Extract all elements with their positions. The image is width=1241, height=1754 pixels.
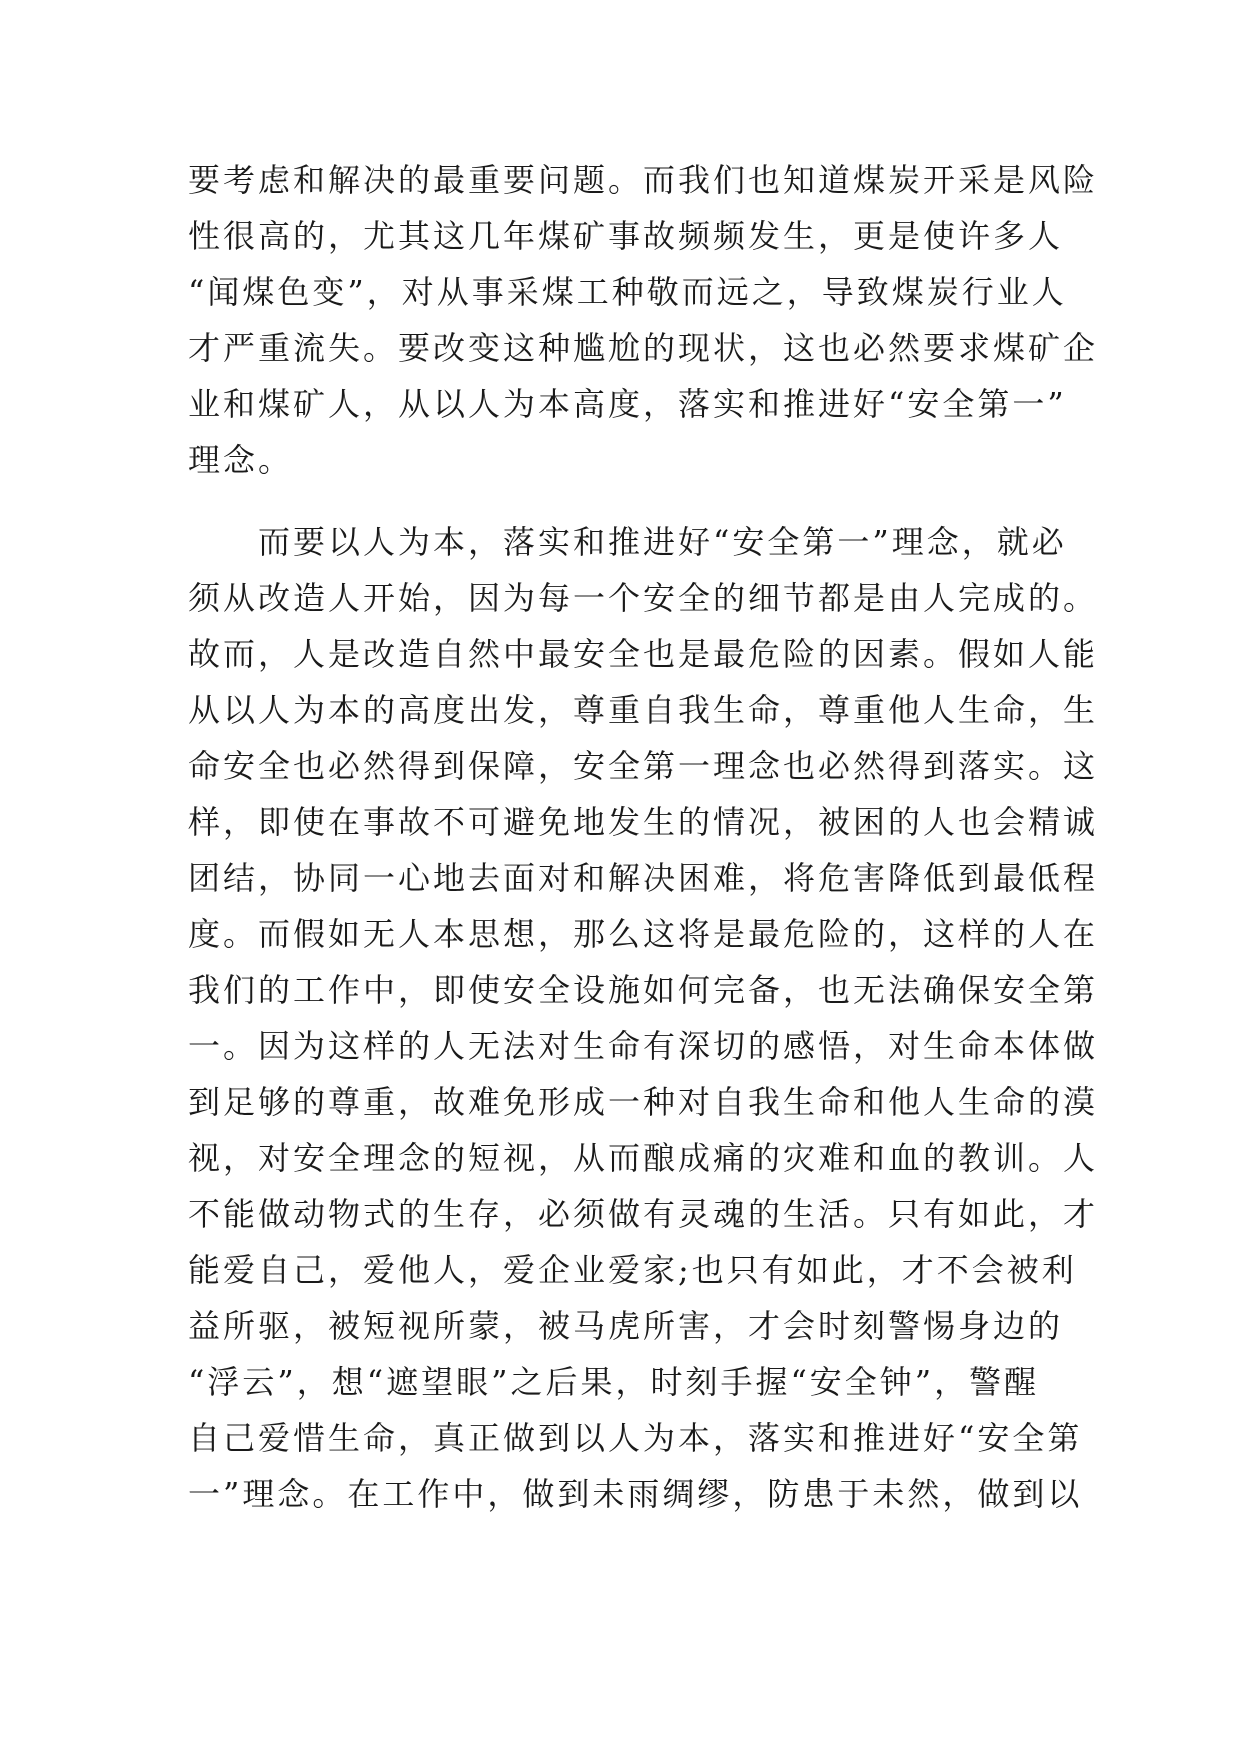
text-line-4: 才严重流失。要改变这种尴尬的现状，这也必然要求煤矿企 xyxy=(188,329,1099,367)
text-line-8: 须从改造人开始，因为每一个安全的细节都是由人完成的。 xyxy=(188,579,1099,617)
text-line-21: 益所驱，被短视所蒙，被马虎所害，才会时刻警惕身边的 xyxy=(188,1307,1064,1345)
text-line-23: 自己爱惜生命，真正做到以人为本，落实和推进好“安全第 xyxy=(188,1419,1083,1457)
text-line-5: 业和煤矿人，从以人为本高度，落实和推进好“安全第一” xyxy=(188,385,1067,423)
text-line-17: 到足够的尊重，故难免形成一种对自我生命和他人生命的漠 xyxy=(188,1083,1099,1121)
text-line-7: 而要以人为本，落实和推进好“安全第一”理念，就必 xyxy=(188,523,1067,561)
text-line-20: 能爱自己，爱他人，爱企业爱家;也只有如此，才不会被利 xyxy=(188,1251,1077,1289)
text-line-12: 样，即使在事故不可避免地发生的情况，被困的人也会精诚 xyxy=(188,803,1099,841)
text-line-6: 理念。 xyxy=(188,441,294,479)
text-line-22: “浮云”，想“遮望眼”之后果，时刻手握“安全钟”，警醒 xyxy=(188,1363,1040,1401)
text-line-16: 一。因为这样的人无法对生命有深切的感悟，对生命本体做 xyxy=(188,1027,1099,1065)
text-line-14: 度。而假如无人本思想，那么这将是最危险的，这样的人在 xyxy=(188,915,1099,953)
text-line-1: 要考虑和解决的最重要问题。而我们也知道煤炭开采是风险 xyxy=(188,161,1099,199)
text-line-13: 团结，协同一心地去面对和解决困难，将危害降低到最低程 xyxy=(188,859,1099,897)
text-line-10: 从以人为本的高度出发，尊重自我生命，尊重他人生命，生 xyxy=(188,691,1099,729)
text-line-2: 性很高的，尤其这几年煤矿事故频频发生，更是使许多人 xyxy=(188,217,1064,255)
text-line-3: “闻煤色变”，对从事采煤工种敬而远之，导致煤炭行业人 xyxy=(188,273,1067,311)
text-line-18: 视，对安全理念的短视，从而酿成痛的灾难和血的教训。人 xyxy=(188,1139,1099,1177)
text-line-9: 故而，人是改造自然中最安全也是最危险的因素。假如人能 xyxy=(188,635,1099,673)
text-line-19: 不能做动物式的生存，必须做有灵魂的生活。只有如此，才 xyxy=(188,1195,1099,1233)
text-line-11: 命安全也必然得到保障，安全第一理念也必然得到落实。这 xyxy=(188,747,1099,785)
text-line-15: 我们的工作中，即使安全设施如何完备，也无法确保安全第 xyxy=(188,971,1099,1009)
text-line-24: 一”理念。在工作中，做到未雨绸缪，防患于未然，做到以 xyxy=(188,1475,1083,1513)
